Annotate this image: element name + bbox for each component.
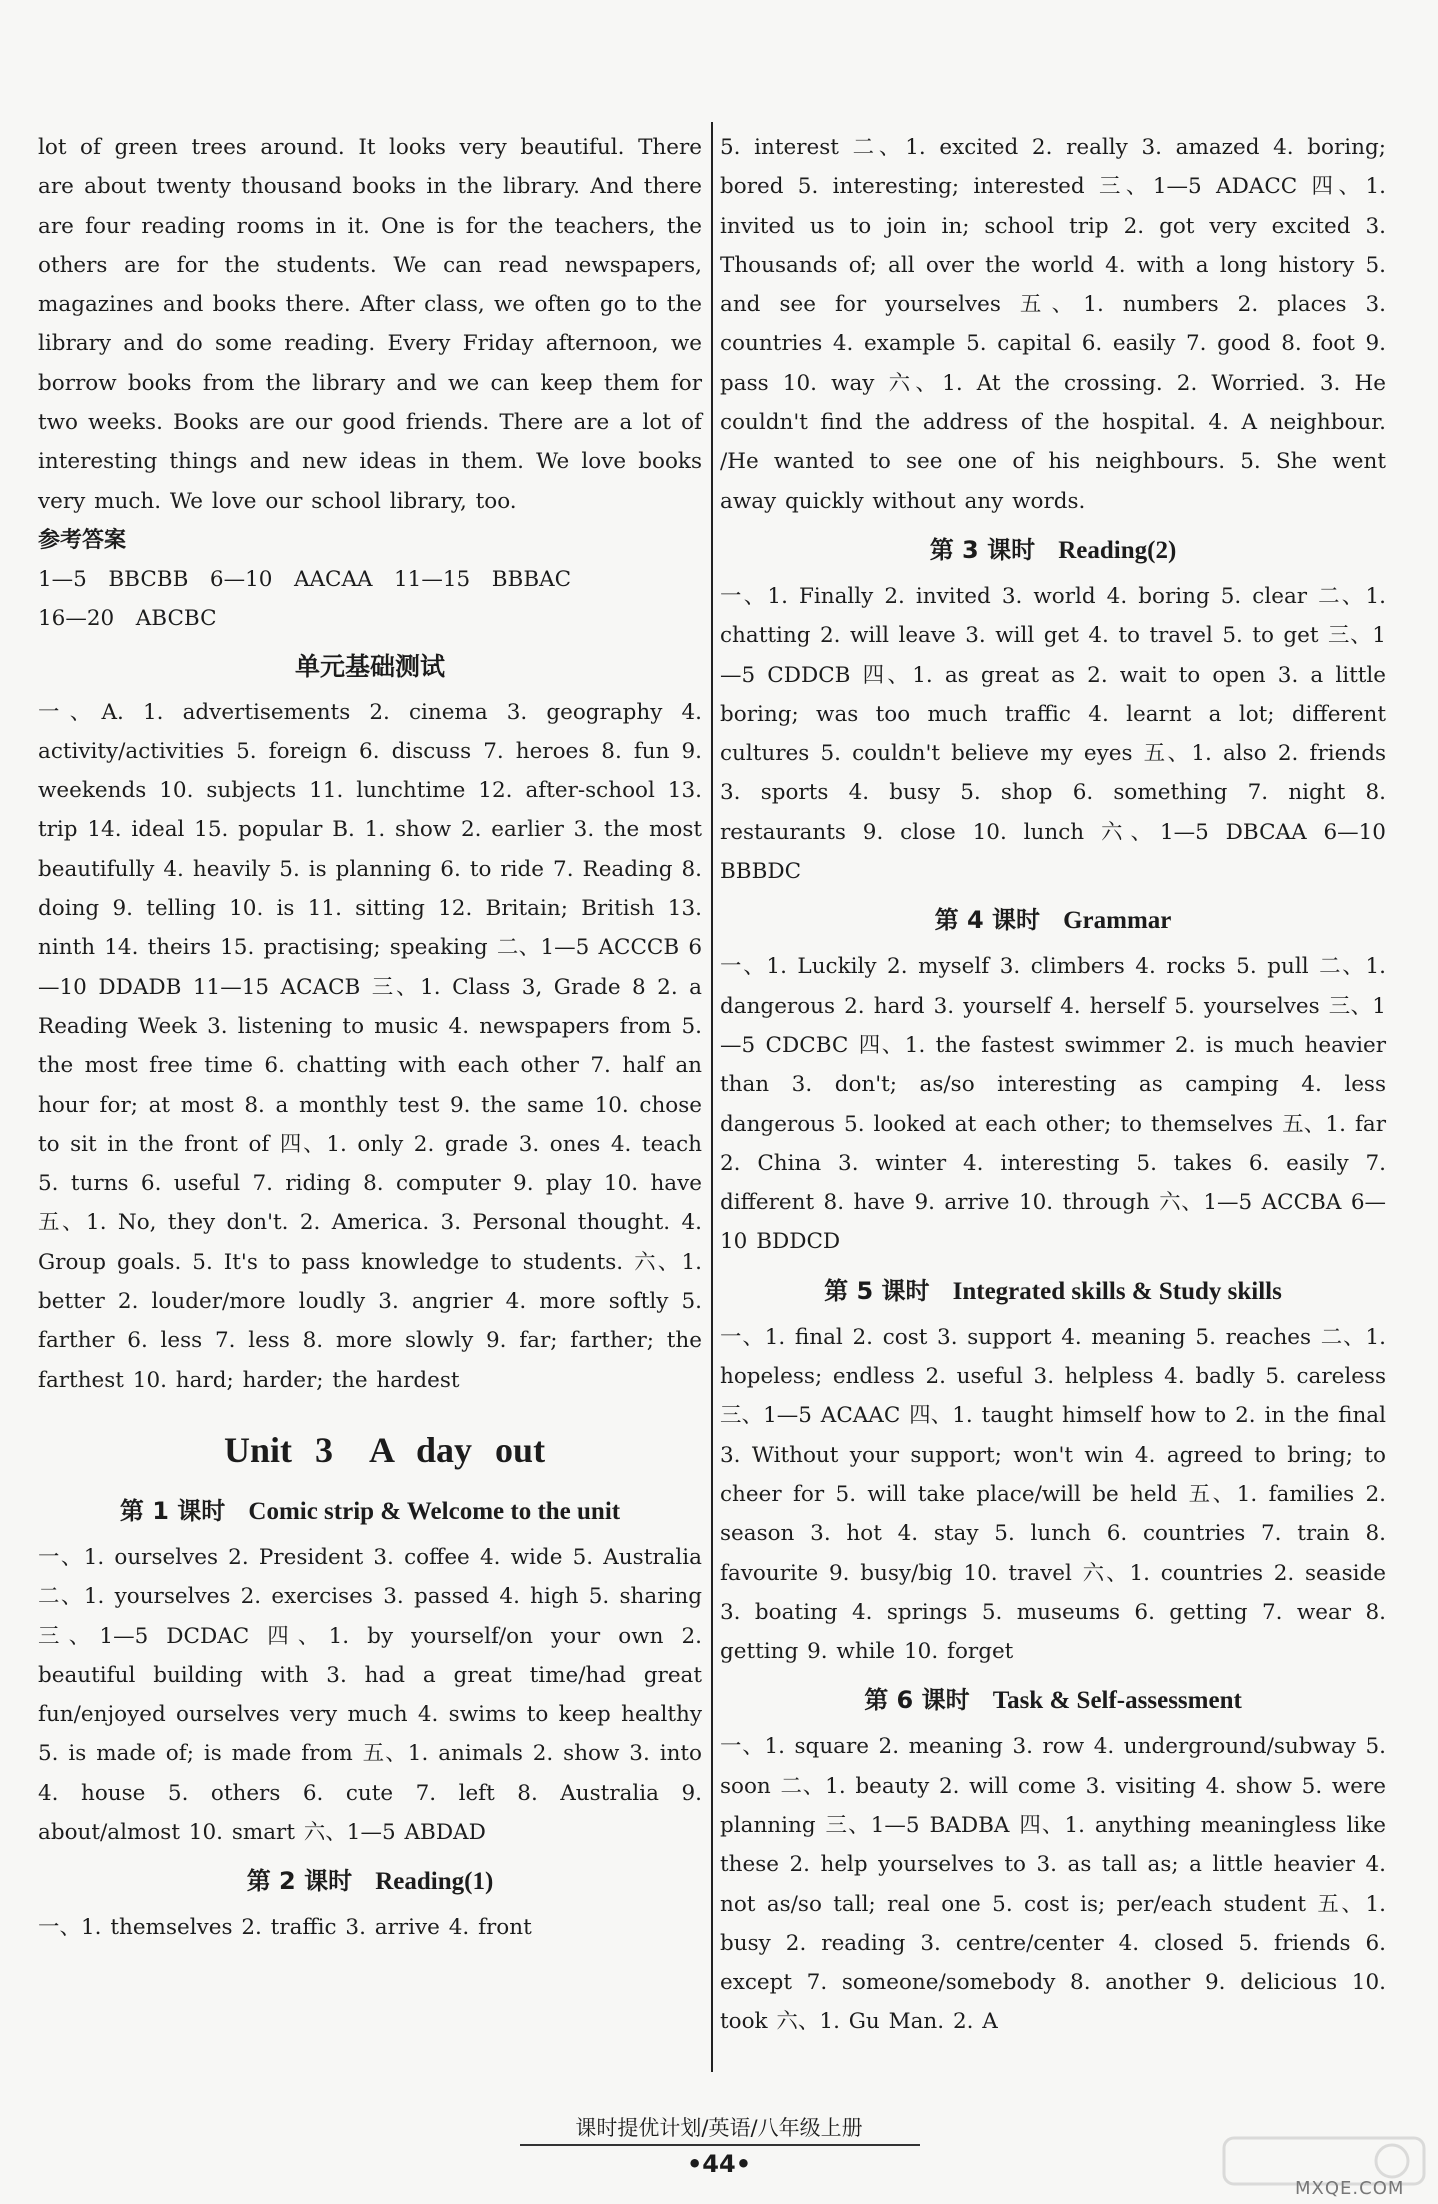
lesson-3-heading (720, 528, 1386, 575)
reference-answers-label: 参考答案 (38, 527, 127, 553)
library-passage: lot of green trees around. It looks very beautiful. There are about twenty thousand books in the library. And there are four reading rooms in it. One is for the teachers, the others are for the students. We can read newspapers, magazines and books there. After class, we often go to the library and do some reading. Every Friday afternoon, we borrow books from the library and we can keep them for two weeks. Books are our good friends. There are a lot of interesting things and new ideas in them. We love books very much. We love our school library, too. (38, 135, 702, 514)
lesson-2-answers-continued: 5. interest 二、1. excited 2. really 3. amazed 4. boring; bored 5. interesting; interested 三、1—5 ADACC 四、1. invited us to join in; school trip 2. got very excited 3. Thousands of; all over the world 4. with a long history 5. and see for yourselves 五、1. numbers 2. places 3. countries 4. example 5. capital 6. easily 7. good 8. foot 9. pass 10. way 六、1. At the crossing. 2. Worried. 3. He couldn't find the address of the hospital. 4. A neighbour. /He wanted to see one of his neighbours. 5. She went away quickly without any words. (720, 135, 1386, 514)
unit-test-answers: 一、A. 1. advertisements 2. cinema 3. geography 4. activity/activities 5. foreign 6. discuss 7. heroes 8. fun 9. weekends 10. subjects 11. lunchtime 12. after-school 13. trip 14. ideal 15. popular B. 1. show 2. earlier 3. the most beautifully 4. heavily 5. is planning 6. to ride 7. Reading 8. doing 9. telling 10. is 11. sitting 12. Britain; British 13. ninth 14. theirs 15. practising; speaking 二、1—5 ACCCB 6—10 DDADB 11—15 ACACB 三、1. Class 3, Grade 8 2. a Reading Week 3. listening to music 4. newspapers from 5. the most free time 6. chatting with each other 7. half an hour for; at most 8. a monthly test 9. the same 10. chose to sit in the front of 四、1. only 2. grade 3. ones 4. teach 5. turns 6. useful 7. riding 8. computer 9. play 10. have 五、1. No, they don't. 2. America. 3. Personal thought. 4. Group goals. 5. It's to pass knowledge to students. 六、1. better 2. louder/more loudly 3. angrier 4. more softly 5. farther 6. less 7. less 8. more slowly 9. far; farther; the farthest 10. hard; harder; the hardest (38, 699, 702, 1393)
footer-rule (520, 2144, 920, 2146)
book-title-footer: 课时提优计划/英语/八年级上册 (575, 2116, 863, 2140)
lesson-1-heading (38, 1489, 702, 1536)
lesson-1-topic: Comic strip & Welcome to the unit (248, 1497, 621, 1525)
lesson-6-topic: Task & Self-assessment (992, 1687, 1242, 1715)
page-number: •44• (686, 2150, 752, 2178)
lesson-3-answers: 一、1. Finally 2. invited 3. world 4. boring 5. clear 二、1. chatting 2. will leave 3. will get 4. to travel 5. to get 三、1—5 CDDCB 四、1. as great as 2. wait to open 3. a little boring; was too much traffic 4. learnt a lot; different cultures 5. couldn't believe my eyes 五、1. also 2. friends 3. sports 4. busy 5. shop 6. something 7. night 8. restaurants 9. close 10. lunch 六、1—5 DBCAA 6—10 BBBDC (720, 583, 1386, 885)
lesson-2-number: 第 2 课时 (246, 1867, 353, 1896)
lesson-5-topic: Integrated skills & Study skills (952, 1277, 1282, 1305)
unit-title: Unit 3 A day out (224, 1429, 546, 1470)
lesson-5-heading (720, 1269, 1386, 1316)
lesson-5-number: 第 5 课时 (824, 1276, 930, 1305)
lesson-1-number: 第 1 课时 (119, 1496, 226, 1525)
reference-answers-line-2: 16—20 ABCBC (38, 606, 217, 632)
lesson-6-answers: 一、1. square 2. meaning 3. row 4. underground/subway 5. soon 二、1. beauty 2. will come 3. visiting 4. show 5. were planning 三、1—5 BADBA 四、1. anything meaningless like these 2. help yourselves to 3. as tall as; a little heavier 4. not as/so tall; real one 5. cost is; per/each student 五、1. busy 2. reading 3. centre/center 4. closed 5. friends 6. except 7. someone/somebody 8. another 9. delicious 10. took 六、1. Gu Man. 2. A (720, 1734, 1386, 2035)
lesson-6-number: 第 6 课时 (864, 1686, 970, 1715)
lesson-2-answers: 一、1. themselves 2. traffic 3. arrive 4. front (38, 1915, 532, 1941)
lesson-2-topic: Reading(1) (375, 1868, 494, 1896)
left-column (38, 128, 702, 1948)
reference-answers-line-1: 1—5 BBCBB 6—10 AACAA 11—15 BBBAC (38, 566, 572, 592)
lesson-2-heading (38, 1859, 702, 1906)
lesson-3-topic: Reading(2) (1058, 536, 1177, 564)
column-divider (711, 122, 713, 2072)
lesson-4-answers: 一、1. Luckily 2. myself 3. climbers 4. rocks 5. pull 二、1. dangerous 2. hard 3. yourself 4. herself 5. yourselves 三、1—5 CDCBC 四、1. the fastest swimmer 2. is much heavier than 3. don't; as/so interesting as camping 4. less dangerous 5. looked at each other; to themselves 五、1. far 2. China 3. winter 4. interesting 5. takes 6. easily 7. different 8. have 9. arrive 10. through 六、1—5 ACCBA 6—10 BDDCD (720, 954, 1386, 1255)
lesson-4-number: 第 4 课时 (934, 906, 1041, 935)
lesson-6-heading (720, 1678, 1386, 1725)
lesson-5-answers: 一、1. final 2. cost 3. support 4. meaning 5. reaches 二、1. hopeless; endless 2. useful 3. helpless 4. badly 5. careless 三、1—5 ACAAC 四、1. taught himself how to 2. in the final 3. Without your support; won't win 4. agreed to bring; to cheer for 5. will take place/will be held 五、1. families 2. season 3. hot 4. stay 5. lunch 6. countries 7. train 8. favourite 9. busy/big 10. travel 六、1. countries 2. seaside 3. boating 4. springs 5. museums 6. getting 7. wear 8. getting 9. while 10. forget (720, 1324, 1386, 1665)
lesson-3-number: 第 3 课时 (929, 535, 1036, 564)
watermark-text: MXQE.COM (1295, 2178, 1405, 2199)
lesson-4-topic: Grammar (1063, 907, 1172, 935)
lesson-1-answers: 一、1. ourselves 2. President 3. coffee 4. wide 5. Australia 二、1. yourselves 2. exercises 3. passed 4. high 5. sharing 三、1—5 DCDAC 四、1. by yourself/on your own 2. beautiful building with 3. had a great time/had great fun/enjoyed ourselves very much 4. swims to keep healthy 5. is made of; is made from 五、1. animals 2. show 3. into 4. house 5. others 6. cute 7. left 8. Australia 9. about/almost 10. smart 六、1—5 ABDAD (38, 1544, 702, 1845)
right-column (720, 128, 1386, 2042)
unit-test-title: 单元基础测试 (294, 651, 445, 681)
lesson-4-heading (720, 898, 1386, 945)
